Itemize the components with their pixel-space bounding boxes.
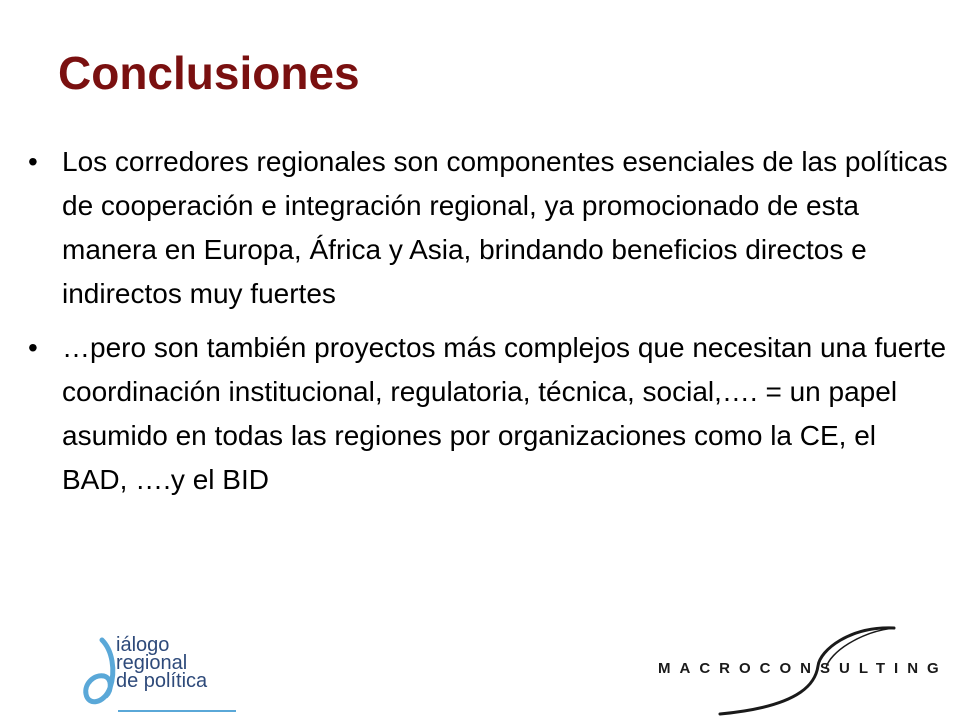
bullet-item [28,326,948,502]
macroconsulting-logo [650,620,948,720]
bullet-marker: • [28,146,38,177]
bullet-text: Los corredores regionales son componentes esenciales de las políticas de cooperación e integración regional, ya promocionado de esta manera en Europa, África y Asia, brindando beneficios directos e indirectos muy fuertes [62,146,948,309]
bullet-item [28,140,948,316]
bullet-text: …pero son también proyectos más complejos que necesitan una fuerte coordinación institucional, regulatoria, técnica, social,…. = un papel asumido en todas las regiones por organizaciones como la CE, el BAD, ….y el BID [62,332,947,495]
bullet-marker: • [28,332,38,363]
dialogo-logo-text: iálogo regional de política [116,634,208,692]
dialogo-regional-logo [82,630,242,716]
slide-title: Conclusiones [58,47,360,99]
macroconsulting-wordmark: MACROCONSULTING [658,660,948,677]
dialogo-logo-underline [118,710,236,712]
bullet-list [28,140,948,512]
